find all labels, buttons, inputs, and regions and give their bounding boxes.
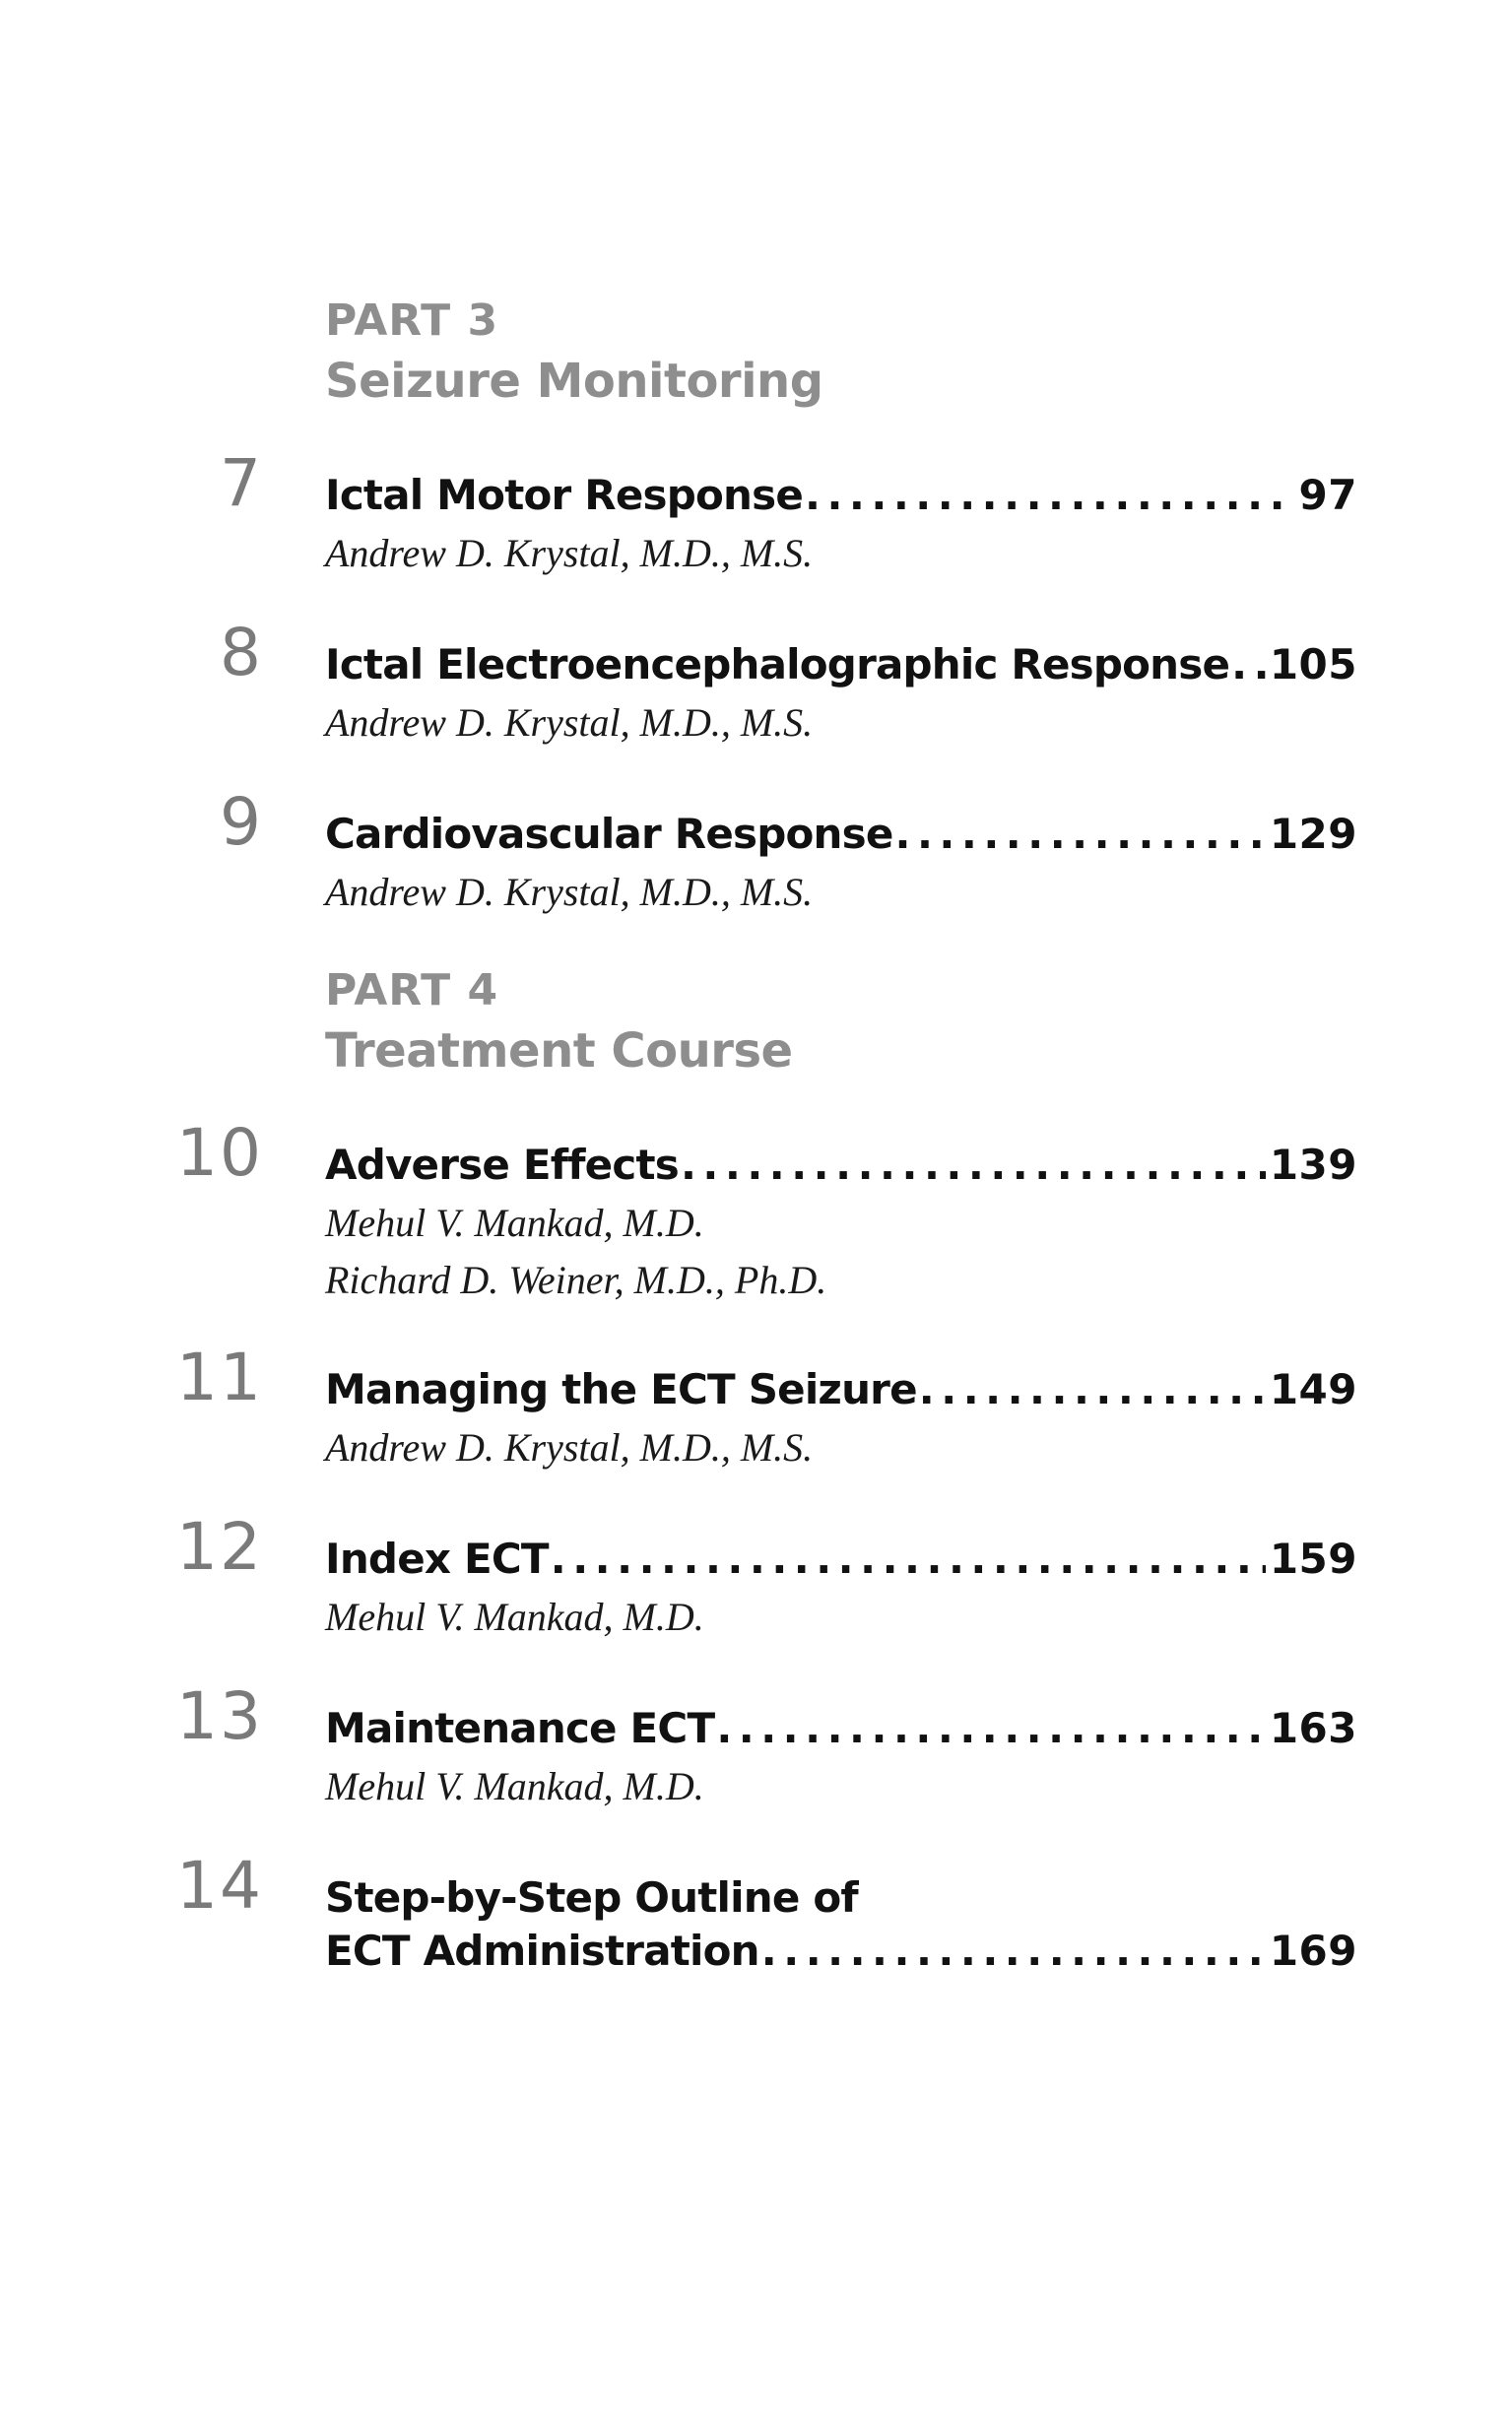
- chapter-number: 10: [176, 1115, 263, 1191]
- chapter-title: Maintenance ECT: [325, 1704, 715, 1752]
- dot-leader: [919, 1365, 1266, 1413]
- chapter-number: 14: [176, 1848, 263, 1924]
- part-title: Treatment Course: [325, 1023, 793, 1079]
- chapter-title-line[interactable]: [325, 1535, 1357, 1583]
- page-number: 169: [1269, 1927, 1357, 1975]
- chapter-number: 8: [220, 615, 263, 690]
- chapter-title-line[interactable]: [325, 1927, 1357, 1975]
- page-number: 97: [1298, 471, 1357, 519]
- chapter-title-line[interactable]: [325, 1365, 1357, 1413]
- page-number: 159: [1269, 1535, 1357, 1583]
- chapter-title-line[interactable]: [325, 1141, 1357, 1189]
- chapter-title: Adverse Effects: [325, 1141, 679, 1189]
- page-number: 163: [1269, 1704, 1357, 1752]
- chapter-number: 13: [176, 1678, 263, 1754]
- chapter-title-line[interactable]: [325, 1704, 1357, 1752]
- chapter-title-line[interactable]: [325, 810, 1357, 858]
- chapter-title: Cardiovascular Response: [325, 810, 893, 858]
- page-number: 105: [1269, 640, 1357, 688]
- dot-leader: [1231, 640, 1266, 688]
- chapter-author: Andrew D. Krystal, M.D., M.S.: [325, 700, 814, 745]
- dot-leader: [681, 1141, 1266, 1189]
- chapter-author: Mehul V. Mankad, M.D.: [325, 1201, 704, 1245]
- chapter-number: 9: [220, 784, 263, 860]
- chapter-title: Index ECT: [325, 1535, 549, 1583]
- chapter-title: ECT Administration: [325, 1927, 759, 1975]
- part-heading: [325, 961, 793, 1081]
- dot-leader: [761, 1927, 1266, 1975]
- chapter-author: Andrew D. Krystal, M.D., M.S.: [325, 531, 814, 575]
- chapter-number: 12: [176, 1509, 263, 1585]
- page-number: 149: [1269, 1365, 1357, 1413]
- chapter-title-first-line: Step-by-Step Outline of: [325, 1873, 858, 1922]
- part-label: PART 3: [325, 295, 499, 346]
- page-number: 129: [1269, 810, 1357, 858]
- part-label: PART 4: [325, 965, 499, 1015]
- chapter-author: Andrew D. Krystal, M.D., M.S.: [325, 870, 814, 914]
- chapter-number: 7: [220, 445, 263, 521]
- part-heading: [325, 292, 823, 412]
- chapter-title-line[interactable]: [325, 471, 1357, 519]
- dot-leader: [551, 1535, 1266, 1583]
- page-number: 139: [1269, 1141, 1357, 1189]
- chapter-title: Ictal Electroencephalographic Response: [325, 640, 1230, 688]
- dot-leader: [895, 810, 1266, 858]
- dot-leader: [805, 471, 1295, 519]
- chapter-author: Mehul V. Mankad, M.D.: [325, 1764, 704, 1808]
- dot-leader: [716, 1704, 1266, 1752]
- chapter-author: Mehul V. Mankad, M.D.: [325, 1595, 704, 1639]
- chapter-author: Richard D. Weiner, M.D., Ph.D.: [325, 1258, 827, 1302]
- part-title: Seizure Monitoring: [325, 354, 823, 409]
- chapter-title: Managing the ECT Seizure: [325, 1365, 917, 1413]
- chapter-author: Andrew D. Krystal, M.D., M.S.: [325, 1425, 814, 1470]
- chapter-title: Ictal Motor Response: [325, 471, 804, 519]
- chapter-number: 11: [176, 1340, 263, 1415]
- chapter-title-line[interactable]: [325, 640, 1357, 688]
